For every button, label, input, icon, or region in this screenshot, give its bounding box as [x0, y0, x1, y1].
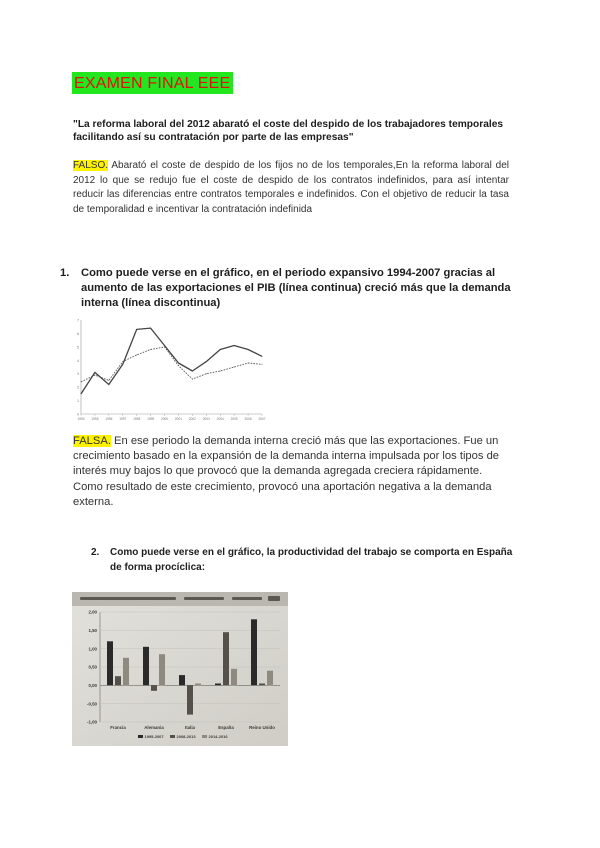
- x-tick-label: 1994: [77, 417, 85, 421]
- x-tick-label: 1999: [147, 417, 155, 421]
- bar-francia-1995-2007: [107, 641, 113, 685]
- photo-y-tick-label: 2,00: [88, 609, 97, 615]
- photo-y-tick-label: 1,50: [88, 627, 97, 633]
- data-point: [108, 380, 109, 381]
- y-tick-label: 2: [77, 385, 79, 390]
- data-point: [122, 364, 123, 365]
- data-point: [94, 372, 95, 373]
- answer-2-text: En ese periodo la demanda interna creció más que las exportaciones. Fue un crecimiento basado en la expansión de la demanda interna impulsada por los tipos de interés muy bajos lo que provocó que la demanda agregada creciera rápidamente. Como resultado de este crecimiento, provocó una aportación negativa a la demanda externa.: [73, 435, 500, 508]
- question-2: [91, 546, 521, 575]
- data-point: [262, 356, 263, 357]
- x-tick-label: 2002: [188, 417, 196, 421]
- x-tick-label: 1997: [119, 417, 127, 421]
- data-point: [136, 354, 137, 355]
- bar-reino-unido-2014-2016: [267, 671, 273, 686]
- data-point: [94, 375, 95, 376]
- exam-title: EXAMEN FINAL EEE: [72, 72, 233, 94]
- question-1-text: Como puede verse en el gráfico, en el periodo expansivo 1994-2007 gracias al aumento de las exportaciones el PIB (línea continua) creció más que la demanda interna (línea discontinua): [81, 267, 511, 309]
- legend-swatch: [138, 735, 143, 738]
- photo-y-tick-label: 1,00: [88, 646, 97, 652]
- question-1: [60, 266, 520, 311]
- data-point: [220, 349, 221, 350]
- question-2-number: 2.: [91, 547, 100, 558]
- data-point: [150, 328, 151, 329]
- x-tick-label: 1998: [133, 417, 141, 421]
- y-tick-label: 7: [77, 318, 79, 323]
- question-2-text: Como puede verse en el gráfico, la productividad del trabajo se comporta en España de forma procíclica:: [110, 547, 513, 573]
- data-point: [248, 363, 249, 364]
- data-point: [81, 393, 82, 394]
- x-tick-label: 2004: [216, 417, 224, 421]
- x-tick-label: 2005: [230, 417, 238, 421]
- bar-francia-2008-2013: [115, 676, 121, 685]
- data-point: [178, 365, 179, 366]
- data-point: [220, 371, 221, 372]
- question-1-number: 1.: [60, 267, 70, 279]
- x-tick-label: 2007: [258, 417, 266, 421]
- answer-1-verdict: FALSO.: [73, 160, 109, 171]
- photo-category-label: Italia: [184, 725, 196, 730]
- gdp-demand-line-chart: [72, 316, 268, 428]
- legend-swatch: [202, 735, 207, 738]
- bar-reino-unido-1995-2007: [251, 619, 257, 685]
- bar-espana-1995-2007: [215, 684, 221, 686]
- y-tick-label: 4: [77, 358, 79, 363]
- data-point: [234, 345, 235, 346]
- data-point: [234, 367, 235, 368]
- legend-swatch: [170, 735, 175, 738]
- data-point: [248, 349, 249, 350]
- photo-category-label: Alemania: [144, 725, 164, 730]
- data-point: [108, 384, 109, 385]
- answer-2-verdict: FALSA.: [73, 435, 111, 447]
- legend-label: 2008-2013: [176, 734, 196, 739]
- photo-y-tick-label: 0,50: [88, 664, 97, 670]
- bar-reino-unido-2008-2013: [259, 684, 265, 686]
- bar-espana-2014-2016: [231, 669, 237, 686]
- data-point: [136, 329, 137, 330]
- data-point: [206, 373, 207, 374]
- x-tick-label: 2001: [174, 417, 183, 421]
- x-tick-label: 2006: [244, 417, 252, 421]
- series-line-demanda-interna: [81, 347, 262, 382]
- data-point: [122, 361, 123, 362]
- x-tick-label: 2000: [160, 417, 169, 421]
- series-line-pib: [81, 328, 262, 394]
- productivity-bar-chart-photo: [72, 592, 288, 746]
- bar-alemania-1995-2007: [143, 647, 149, 686]
- photo-y-tick-label: -0,50: [86, 701, 97, 707]
- data-point: [262, 364, 263, 365]
- y-tick-label: 6: [77, 331, 79, 336]
- bar-italia-2008-2013: [187, 685, 193, 714]
- data-point: [192, 379, 193, 380]
- bar-alemania-2014-2016: [159, 654, 165, 685]
- answer-1-text: Abarató el coste de despido de los fijos no de los temporales,En la reforma laboral del 2012 lo que se redujo fue el coste de despido de los contratos indefinidos, para así intentar reducir las diferencias entre contratos temporales e indefinidos. Con el objetivo de reducir la tasa de temporalidad e incentivar la contratación indefinida: [73, 160, 509, 215]
- x-tick-label: 1996: [105, 417, 113, 421]
- y-tick-label: 5: [77, 345, 79, 350]
- data-point: [164, 346, 165, 347]
- photo-y-tick-label: 0,00: [88, 682, 97, 688]
- y-tick-label: 1: [77, 399, 79, 404]
- photo-category-label: España: [218, 725, 234, 730]
- photo-category-label: Reino Unido: [249, 725, 275, 730]
- answer-1: [73, 159, 509, 217]
- bar-alemania-2008-2013: [151, 685, 157, 691]
- x-tick-label: 2003: [202, 417, 210, 421]
- y-tick-label: 3: [77, 372, 79, 377]
- data-point: [150, 349, 151, 350]
- data-point: [206, 361, 207, 362]
- statement-quote: "La reforma laboral del 2012 abarató el coste del despido de los trabajadores temporales facilitando así su contratación por parte de las empresas": [73, 119, 504, 143]
- legend-label: 1995-2007: [144, 734, 164, 739]
- bar-espana-2008-2013: [223, 632, 229, 685]
- data-point: [164, 345, 165, 346]
- y-tick-label: 0: [77, 412, 79, 417]
- data-point: [192, 371, 193, 372]
- data-point: [178, 363, 179, 364]
- data-point: [81, 381, 82, 382]
- bar-italia-2014-2016: [195, 684, 201, 686]
- bar-francia-2014-2016: [123, 658, 129, 686]
- bar-italia-1995-2007: [179, 675, 185, 685]
- legend-label: 2014-2016: [208, 734, 228, 739]
- answer-2: [73, 434, 513, 510]
- photo-category-label: Francia: [110, 725, 126, 730]
- x-tick-label: 1995: [91, 417, 99, 421]
- photo-y-tick-label: -1,00: [86, 719, 97, 725]
